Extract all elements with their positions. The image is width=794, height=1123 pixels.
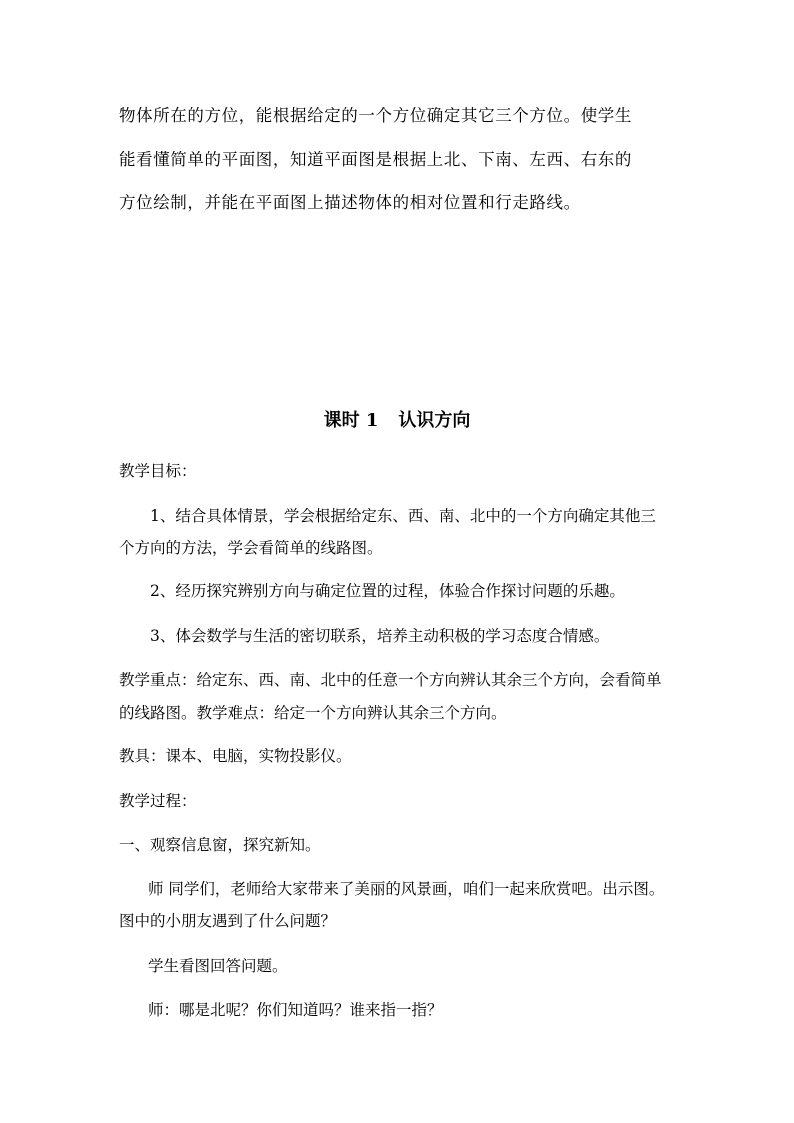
- teacher-2: 师：哪是北呢？你们知道吗？谁来指一指？: [148, 1001, 443, 1019]
- lesson-title-text: 认识方向: [398, 410, 471, 431]
- intro-line-1: 物体所在的方位，能根据给定的一个方位确定其它三个方位。使学生: [119, 106, 632, 125]
- focus-line-1: 教学重点：给定东、西、南、北中的任意一个方向辨认其余三个方向，会看简单: [119, 671, 662, 689]
- step-1-heading: 一、观察信息窗，探究新知。: [119, 836, 321, 854]
- goal-1-line-2: 个方向的方法，学会看简单的线路图。: [119, 539, 383, 557]
- teacher-1-line-1: 师 同学们，老师给大家带来了美丽的风景画，咱们一起来欣赏吧。出示图。: [148, 880, 665, 898]
- goals-heading: 教学目标：: [119, 462, 197, 480]
- lesson-title: [0, 410, 794, 432]
- process-heading: 教学过程：: [119, 792, 197, 810]
- tools-line: 教具：课本、电脑，实物投影仪。: [119, 747, 352, 765]
- goal-2: 2、经历探究辨别方向与确定位置的过程，体验合作探讨问题的乐趣。: [150, 582, 625, 600]
- intro-line-2: 能看懂简单的平面图，知道平面图是根据上北、下南、左西、右东的: [119, 150, 632, 169]
- intro-line-3: 方位绘制，并能在平面图上描述物体的相对位置和行走路线。: [119, 193, 581, 212]
- students-1: 学生看图回答问题。: [148, 957, 288, 975]
- teacher-1-line-2: 图中的小朋友遇到了什么问题？: [119, 912, 337, 930]
- goal-1-line-1: 1、结合具体情景，学会根据给定东、西、南、北中的一个方向确定其他三: [150, 507, 656, 525]
- lesson-title-number: 课时 1: [323, 410, 379, 431]
- focus-line-2: 的线路图。教学难点：给定一个方向辨认其余三个方向。: [119, 704, 507, 722]
- goal-3: 3、体会数学与生活的密切联系，培养主动积极的学习态度合情感。: [150, 627, 610, 645]
